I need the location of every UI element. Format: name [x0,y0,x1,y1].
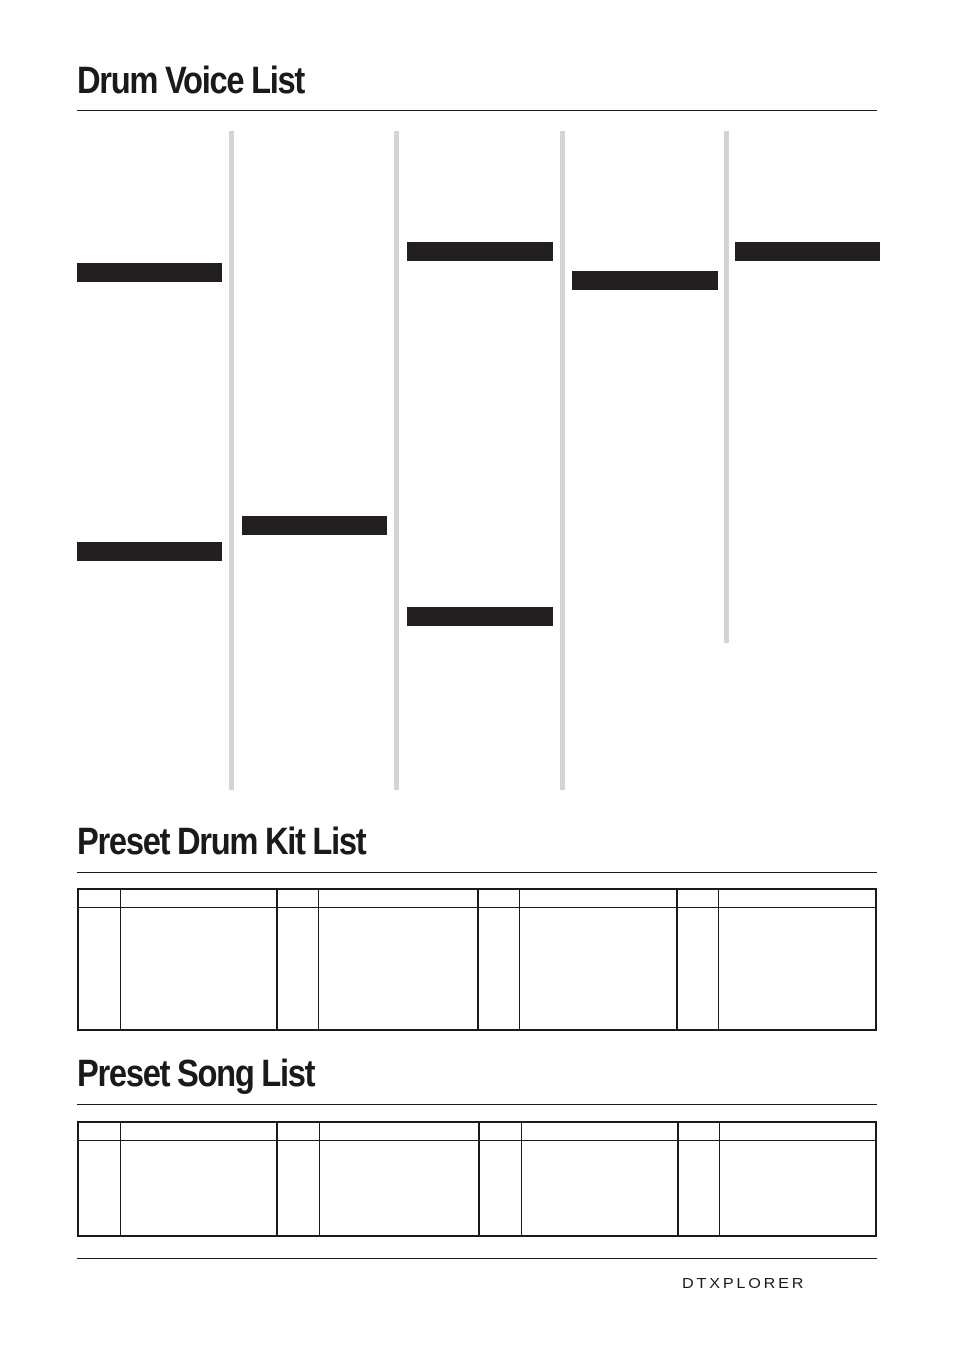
preset-kit-title-rule [77,872,877,873]
column-divider [229,131,234,790]
category-header-bar [77,263,222,282]
category-header-bar [407,242,553,261]
category-header-bar [242,516,387,535]
category-header-bar [572,271,718,290]
preset-song-list-title: Preset Song List [77,1053,315,1095]
category-header-bar [735,242,880,261]
preset-song-table [77,1121,877,1237]
table-column-line [519,890,520,1029]
table-column-line [521,1123,522,1235]
table-column-line [718,890,719,1029]
preset-drum-kit-table [77,888,877,1031]
table-column-line [120,890,121,1029]
table-column-line [120,1123,121,1235]
column-divider [724,131,729,643]
table-group-line [276,1123,278,1235]
dtxplorer-logo: DTXPLORER [682,1275,807,1292]
table-column-line [319,1123,320,1235]
table-group-line [477,890,479,1029]
preset-song-title-rule [77,1104,877,1105]
preset-drum-kit-list-title: Preset Drum Kit List [77,821,366,863]
table-header-row [79,1123,875,1141]
table-group-line [276,890,278,1029]
table-group-line [478,1123,480,1235]
column-divider [560,131,565,790]
table-column-line [318,890,319,1029]
drum-voice-title-rule [77,110,877,111]
column-divider [394,131,399,790]
table-column-line [719,1123,720,1235]
footer-rule [77,1258,877,1259]
table-group-line [677,1123,679,1235]
category-header-bar [407,607,553,626]
table-group-line [676,890,678,1029]
category-header-bar [77,542,222,561]
drum-voice-list-title: Drum Voice List [77,60,305,102]
